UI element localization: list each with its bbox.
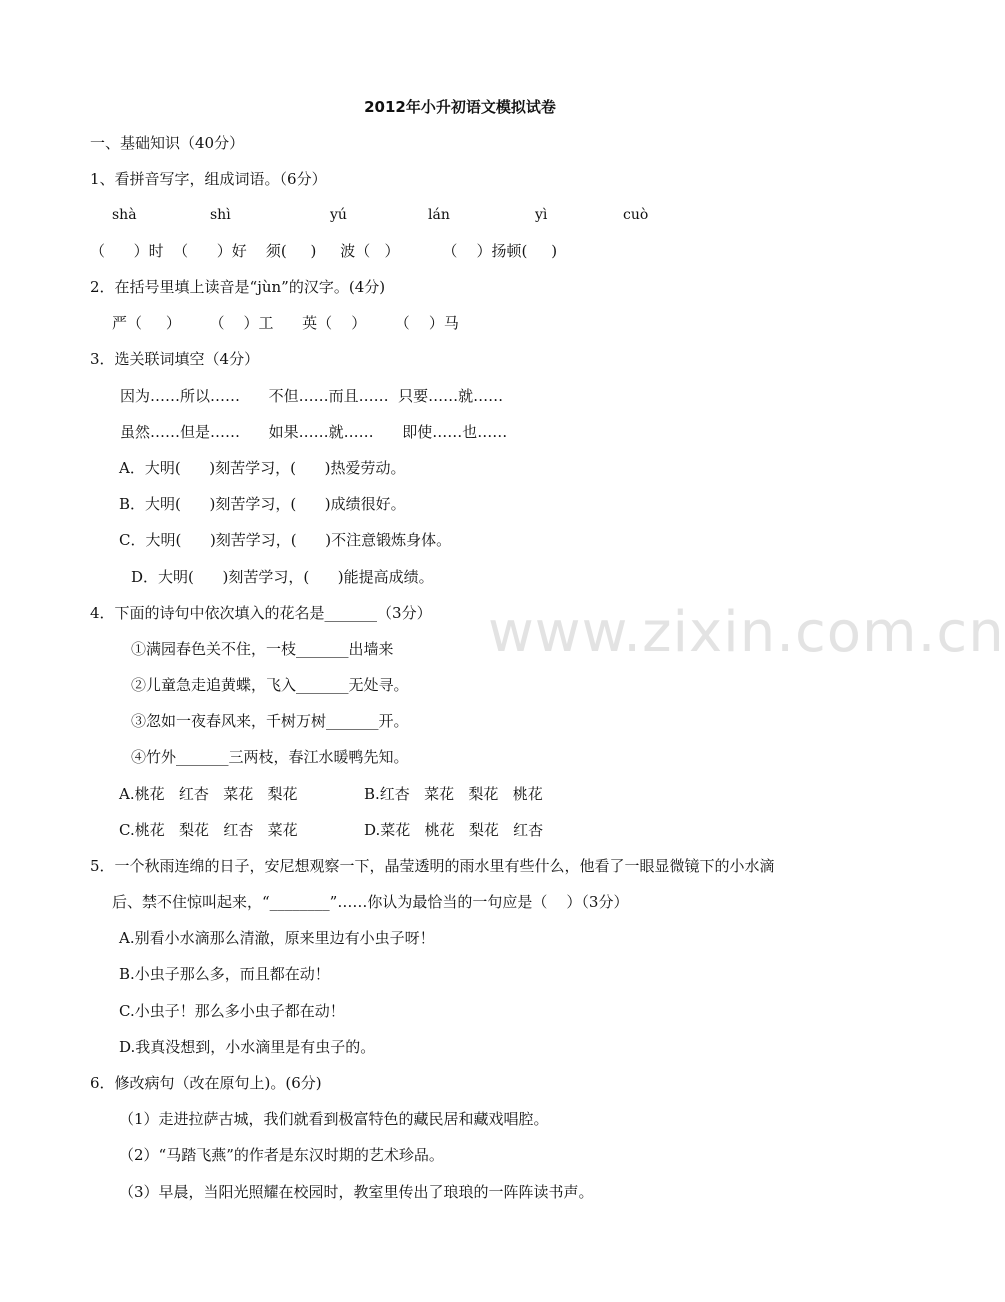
q5-title-line-2: 后、禁不住惊叫起来，“________”……你认为最恰当的一句应是（ ）（3分） (112, 893, 629, 911)
q2-line: 严（ ） （ ）工 英（ ） （ ）马 (112, 314, 459, 332)
pinyin-6: cuò (623, 207, 649, 223)
q6-sentence-3: （3）早晨，当阳光照耀在校园时，教室里传出了琅琅的一阵阵读书声。 (119, 1183, 594, 1201)
q4-title: 4．下面的诗句中依次填入的花名是_______（3分） (90, 604, 432, 622)
q4-poem-3: ③忽如一夜春风来，千树万树_______开。 (131, 712, 409, 730)
q1-title: 1、看拼音写字，组成词语。（6分） (90, 170, 327, 188)
q3-option-a: A．大明( )刻苦学习，( )热爱劳动。 (119, 459, 406, 477)
q6-sentence-2: （2）“马踏飞燕”的作者是东汉时期的艺术珍品。 (119, 1146, 444, 1164)
page-title: 2012年小升初语文模拟试卷 (364, 98, 556, 116)
watermark: www.zixin.com.cn (488, 600, 1005, 665)
q4-option-b: B.红杏 菜花 梨花 桃花 (364, 785, 543, 803)
q3-title: 3．选关联词填空（4分） (90, 350, 260, 368)
pinyin-4: lán (428, 207, 450, 223)
q4-option-c: C.桃花 梨花 红杏 菜花 (119, 821, 298, 839)
pinyin-1: shà (112, 207, 137, 223)
q5-option-b: B.小虫子那么多，而且都在动！ (119, 965, 330, 983)
q3-words-2: 虽然……但是…… 如果……就…… 即使……也…… (120, 423, 508, 441)
pinyin-3: yú (330, 207, 347, 223)
q3-option-d: D．大明( )刻苦学习，( )能提高成绩。 (131, 568, 434, 586)
pinyin-5: yì (535, 207, 548, 223)
q2-title: 2．在括号里填上读音是“jùn”的汉字。(4分) (90, 278, 386, 296)
q4-option-d: D.菜花 桃花 梨花 红杏 (364, 821, 544, 839)
q5-option-d: D.我真没想到，小水滴里是有虫子的。 (119, 1038, 376, 1056)
q3-option-c: C．大明( )刻苦学习，( )不注意锻炼身体。 (119, 531, 452, 549)
q3-words-1: 因为……所以…… 不但……而且…… 只要……就…… (120, 387, 504, 405)
q5-option-a: A.别看小水滴那么清澈，原来里边有小虫子呀！ (119, 929, 435, 947)
q4-poem-4: ④竹外_______三两枝，春江水暖鸭先知。 (131, 748, 409, 766)
section-heading: 一、基础知识（40分） (90, 134, 245, 152)
q6-title: 6．修改病句（改在原句上)。(6分) (90, 1074, 322, 1092)
q3-option-b: B．大明( )刻苦学习，( )成绩很好。 (119, 495, 406, 513)
q1-answer-line: （ ）时 （ ）好 须( ) 波（ ） （ ）扬顿( ) (90, 242, 558, 260)
q4-poem-1: ①满园春色关不住，一枝_______出墙来 (131, 640, 394, 658)
q6-sentence-1: （1）走进拉萨古城，我们就看到极富特色的藏民居和藏戏唱腔。 (119, 1110, 549, 1128)
q4-option-a: A.桃花 红杏 菜花 梨花 (119, 785, 298, 803)
pinyin-2: shì (210, 207, 231, 223)
q5-option-c: C.小虫子！那么多小虫子都在动！ (119, 1002, 345, 1020)
q4-poem-2: ②儿童急走追黄蝶，飞入_______无处寻。 (131, 676, 409, 694)
q5-title-line-1: 5．一个秋雨连绵的日子，安尼想观察一下，晶莹透明的雨水里有些什么，他看了一眼显微镜下的小水滴 (90, 857, 775, 875)
